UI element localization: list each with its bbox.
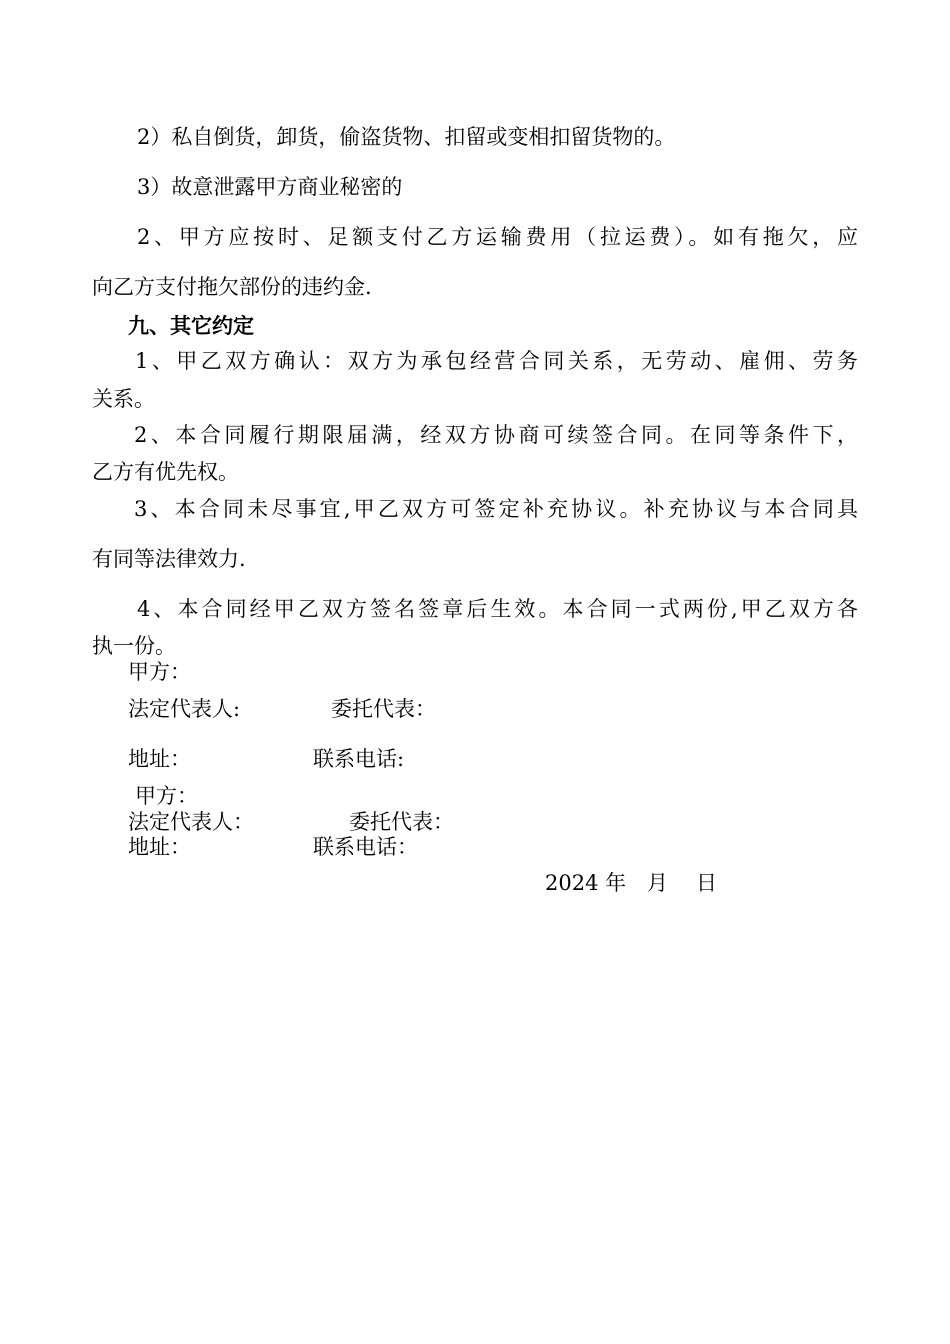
clause9-item4-line2: 执一份。 [92, 634, 176, 658]
date-day: 日 [696, 871, 717, 895]
clause9-item1-line2: 关系。 [92, 387, 155, 411]
date-year: 2024 年 [545, 871, 627, 895]
clause9-item3-line1: 3、本合同未尽事宜,甲乙双方可签定补充协议。补充协议与本合同具 [134, 497, 858, 521]
signature-legal-rep-label-2: 法定代表人： [128, 810, 254, 834]
clause9-item3-line2: 有同等法律效力. [92, 547, 246, 571]
clause8-payment-line2: 向乙方支付拖欠部份的违约金. [92, 275, 372, 299]
signature-phone-label-2: 联系电话： [313, 835, 418, 859]
clause9-item2-line1: 2、本合同履行期限届满，经双方协商可续签合同。在同等条件下， [134, 423, 858, 447]
clause9-heading: 九、其它约定 [128, 313, 254, 338]
clause8-subitem-3: 3）故意泄露甲方商业秘密的 [137, 175, 403, 199]
clause9-item2-line2: 乙方有优先权。 [92, 460, 239, 484]
clause8-payment-line1: 2、甲方应按时、足额支付乙方运输费用（拉运费）。如有拖欠，应 [137, 225, 858, 249]
signature-address-label-2: 地址： [128, 835, 191, 859]
signature-party-a-label-1: 甲方： [128, 660, 191, 684]
clause8-subitem-2: 2）私自倒货，卸货，偷盗货物、扣留或变相扣留货物的。 [137, 125, 676, 149]
signature-delegate-label-2: 委托代表： [349, 810, 454, 834]
signature-party-a-label-2: 甲方： [135, 784, 198, 808]
clause9-item4-line1: 4、本合同经甲乙双方签名签章后生效。本合同一式两份,甲乙双方各 [137, 597, 858, 621]
clause9-item1-line1: 1、甲乙双方确认：双方为承包经营合同关系，无劳动、雇佣、劳务 [135, 349, 858, 373]
signature-address-label-1: 地址： [128, 747, 191, 771]
signature-legal-rep-label-1: 法定代表人: [128, 697, 241, 721]
date-month: 月 [647, 871, 668, 895]
signature-phone-label-1: 联系电话: [313, 747, 405, 771]
signature-delegate-label-1: 委托代表： [331, 697, 436, 721]
